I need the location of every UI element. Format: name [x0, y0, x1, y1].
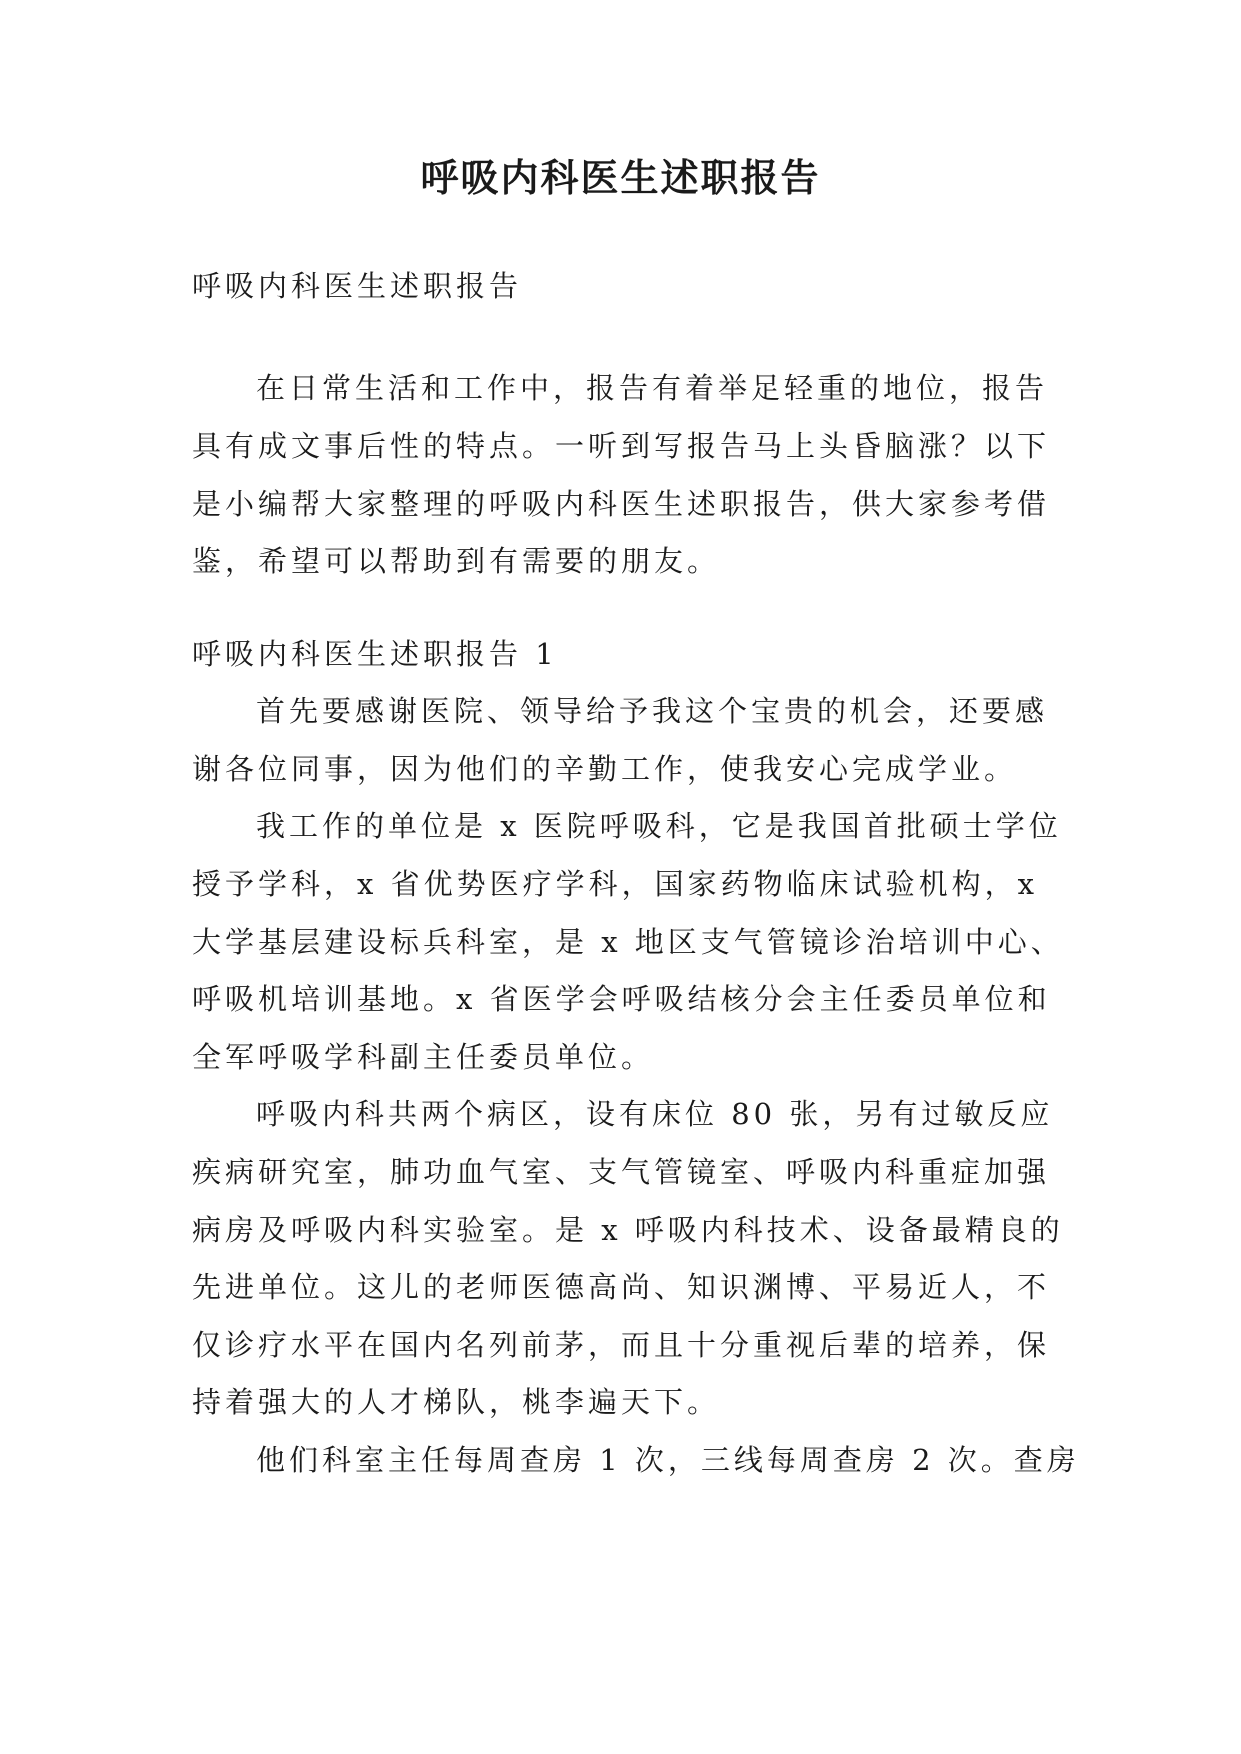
para2-line-1: 我工作的单位是 x 医院呼吸科，它是我国首批硕士学位: [256, 809, 1062, 843]
para2-line-3: 大学基层建设标兵科室，是 x 地区支气管镜诊治培训中心、: [192, 925, 1064, 959]
intro-line-2: 具有成文事后性的特点。一听到写报告马上头昏脑涨？以下: [192, 429, 1051, 463]
para3-line-1: 呼吸内科共两个病区，设有床位 80 张，另有过敏反应: [256, 1097, 1054, 1131]
para3-line-6: 持着强大的人才梯队，桃李遍天下。: [192, 1385, 721, 1419]
para2-line-5: 全军呼吸学科副主任委员单位。: [192, 1040, 655, 1074]
para3-line-2: 疾病研究室，肺功血气室、支气管镜室、呼吸内科重症加强: [192, 1155, 1051, 1189]
para3-line-3: 病房及呼吸内科实验室。是 x 呼吸内科技术、设备最精良的: [192, 1213, 1064, 1247]
para2-line-2: 授予学科，x 省优势医疗学科，国家药物临床试验机构，x: [192, 867, 1038, 901]
intro-line-4: 鉴，希望可以帮助到有需要的朋友。: [192, 544, 721, 578]
para3-line-5: 仅诊疗水平在国内名列前茅，而且十分重视后辈的培养，保: [192, 1328, 1051, 1362]
para2-line-4: 呼吸机培训基地。x 省医学会呼吸结核分会主任委员单位和: [192, 982, 1051, 1016]
document-title: 呼吸内科医生述职报告: [420, 155, 821, 200]
section-heading: 呼吸内科医生述职报告 1: [192, 637, 558, 671]
document-subtitle: 呼吸内科医生述职报告: [192, 269, 523, 303]
intro-line-1: 在日常生活和工作中，报告有着举足轻重的地位，报告: [256, 371, 1049, 405]
para4-line-1: 他们科室主任每周查房 1 次，三线每周查房 2 次。查房: [256, 1443, 1080, 1477]
para1-line-2: 谢各位同事，因为他们的辛勤工作，使我安心完成学业。: [192, 752, 1018, 786]
para1-line-1: 首先要感谢医院、领导给予我这个宝贵的机会，还要感: [256, 694, 1049, 728]
intro-line-3: 是小编帮大家整理的呼吸内科医生述职报告，供大家参考借: [192, 487, 1051, 521]
para3-line-4: 先进单位。这儿的老师医德高尚、知识渊博、平易近人，不: [192, 1270, 1051, 1304]
